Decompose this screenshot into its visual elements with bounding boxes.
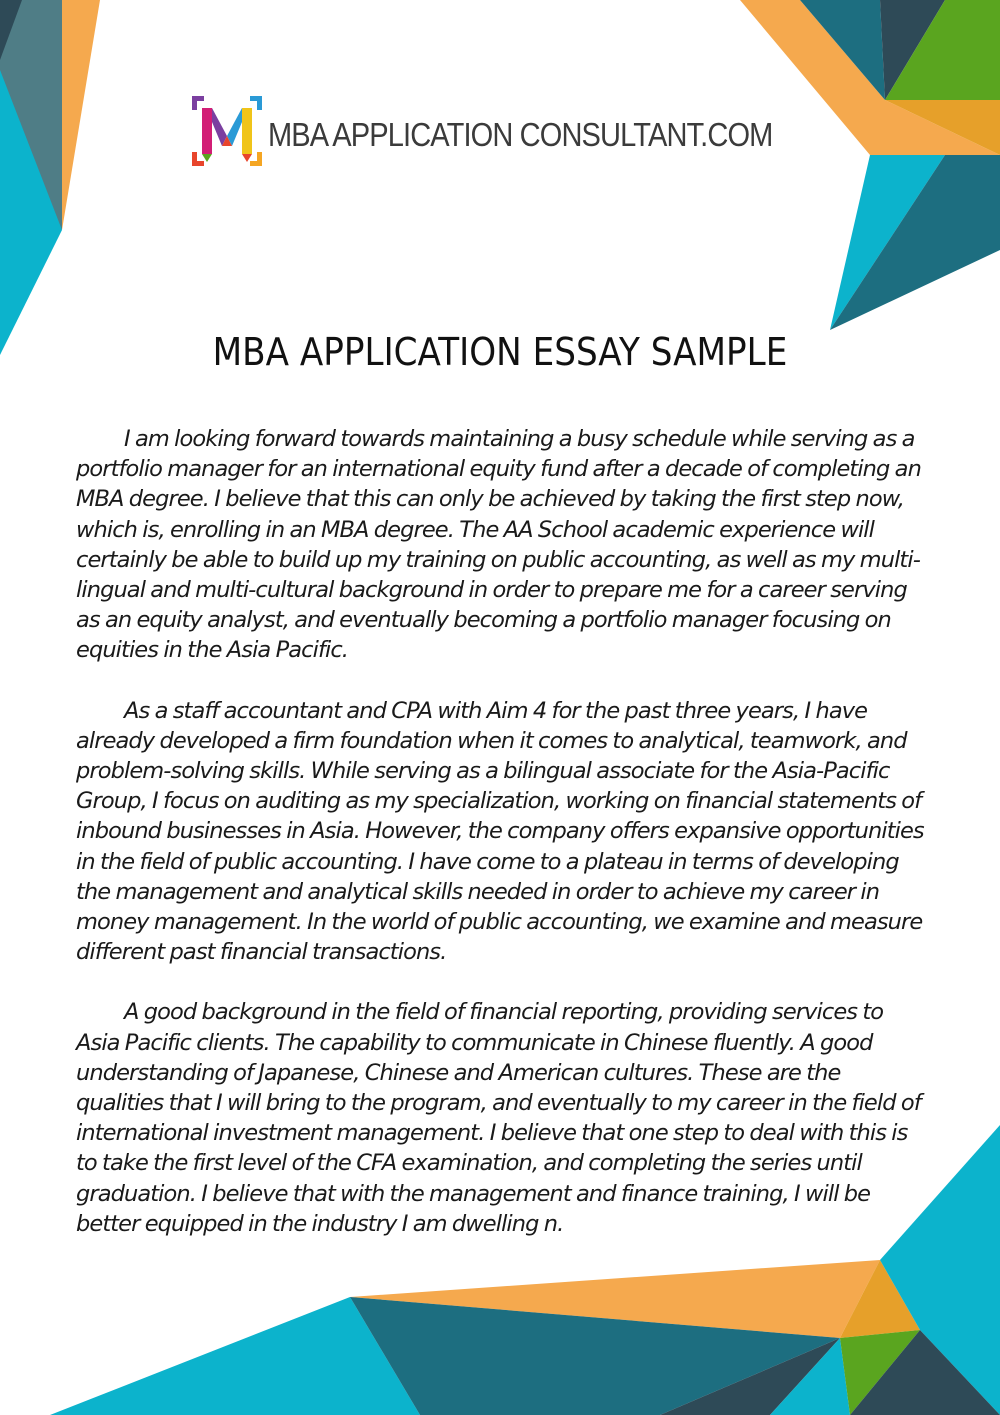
bg-shape-topleft-orange — [62, 0, 100, 230]
site-header — [190, 92, 841, 170]
essay-paragraph-2: As a staff accountant and CPA with Aim 4 for the past three years, I have already developed a firm foundation when it comes to analytical, teamwork, and problem-solving skills. While serving as a bilingual associate for the Asia-Pacific Group, I focus on auditing as my specialization, working on financial statements of inbound businesses in Asia. However, the company offers expansive opportunities in the field of public accounting. I have come to a plateau in terms of developing the management and analytical skills needed in order to achieve my career in money management. In the world of public accounting, we examine and measure different past financial transactions. — [76, 697, 924, 966]
essay-paragraph-3: A good background in the field of financial reporting, providing services to Asia Pacific clients. The capability to communicate in Chinese fluently. A good understanding of Japanese, Chinese and American cultures. These are the qualities that I will bring to the program, and eventually to my career in the field of international investment management. I believe that one step to deal with this is to take the first level of the CFA examination, and completing the series until graduation. I believe that with the management and finance training, I will be better equipped in the industry I am dwelling n. — [76, 999, 921, 1237]
essay-paragraph-1: I am looking forward towards maintaining a busy schedule while serving as a portfolio manager for an international equity fund after a decade of completing an MBA degree. I believe that this can only be achieved by taking the first step now, which is, enrolling in an MBA degree. The AA School academic experience will certainly be able to build up my training on public accounting, as well as my multi-lingual and multi-cultural background in order to prepare me for a career serving as an equity analyst, and eventually becoming a portfolio manager focusing on equities in the Asia Pacific. — [76, 426, 921, 664]
essay-body — [76, 424, 928, 1269]
page-title: MBA APPLICATION ESSAY SAMPLE — [212, 330, 788, 374]
site-name: MBA APPLICATION CONSULTANT.COM — [268, 115, 773, 153]
m-logo-icon — [190, 92, 264, 170]
